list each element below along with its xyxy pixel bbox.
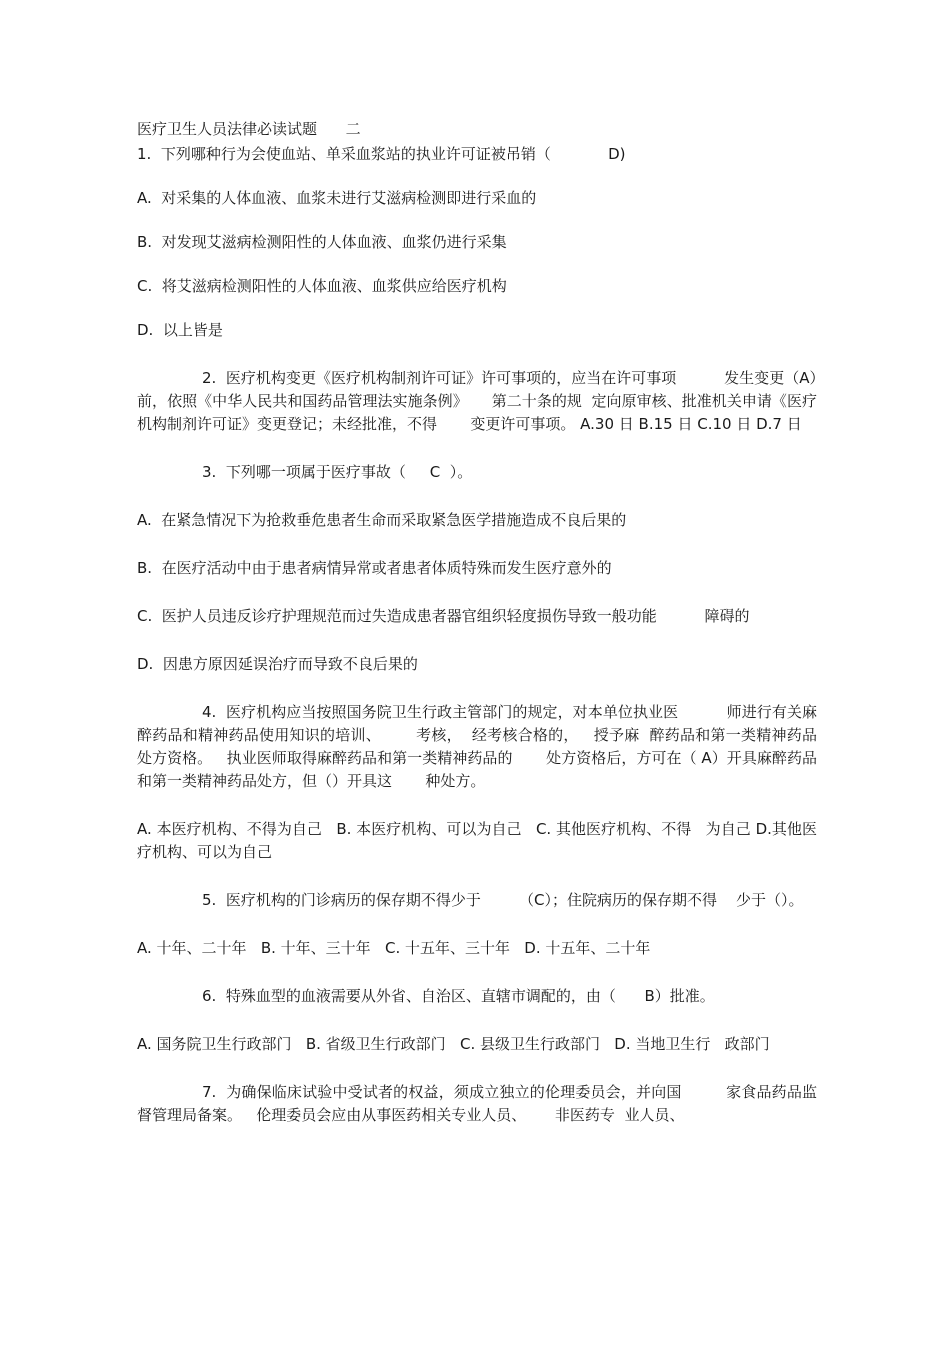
q6-options: A. 国务院卫生行政部门 B. 省级卫生行政部门 C. 县级卫生行政部门 D. 当地卫生行 政部门 <box>137 1035 770 1053</box>
document-title: 医疗卫生人员法律必读试题 二 <box>137 120 361 138</box>
document-page <box>137 118 817 1127</box>
q5-options: A. 十年、二十年 B. 十年、三十年 C. 十五年、三十年 D. 十五年、二十年 <box>137 939 651 957</box>
question-2: 2. 医疗机构变更《医疗机构制剂许可证》许可事项的，应当在许可事项 发生变更（A）前，依照《中华人民共和国药品管理法实施条例》 第二十条的规 定向原审核、批准机关申请《医疗机构制剂许可证》变更登记；未经批准，不得 变更许可事项。 A.30 日 B.15 日 C.10 日 D.7 日 <box>137 369 817 433</box>
question-1: 1. 下列哪种行为会使血站、单采血浆站的执业许可证被吊销（ D) <box>137 145 626 163</box>
q3-option-a: A. 在紧急情况下为抢救垂危患者生命而采取紧急医学措施造成不良后果的 <box>137 511 627 529</box>
q3-option-d: D. 因患方原因延误治疗而导致不良后果的 <box>137 655 418 673</box>
question-4: 4. 医疗机构应当按照国务院卫生行政主管部门的规定，对本单位执业医 师进行有关麻醉药品和精神药品使用知识的培训、 考核， 经考核合格的， 授予麻 醉药品和第一类精神药品处方资格。 执业医师取得麻醉药品和第一类精神药品的 处方资格后，方可在（ A）开具麻醉药品和第一类精神药品处方，但（）开具这 种处方。 <box>137 703 817 790</box>
question-5: 5. 医疗机构的门诊病历的保存期不得少于 （C）；住院病历的保存期不得 少于（）。 <box>202 891 804 909</box>
q1-option-a: A. 对采集的人体血液、血浆未进行艾滋病检测即进行采血的 <box>137 189 537 207</box>
q3-option-b: B. 在医疗活动中由于患者病情异常或者患者体质特殊而发生医疗意外的 <box>137 559 612 577</box>
q1-option-b: B. 对发现艾滋病检测阳性的人体血液、血浆仍进行采集 <box>137 233 507 251</box>
q3-option-c: C. 医护人员违反诊疗护理规范而过失造成患者器官组织轻度损伤导致一般功能 障碍的 <box>137 607 750 625</box>
q1-option-c: C. 将艾滋病检测阳性的人体血液、血浆供应给医疗机构 <box>137 277 507 295</box>
q4-options: A. 本医疗机构、不得为自己 B. 本医疗机构、可以为自己 C. 其他医疗机构、不得 为自己 D.其他医疗机构、可以为自己 <box>137 820 817 861</box>
question-7: 7. 为确保临床试验中受试者的权益，须成立独立的伦理委员会，并向国 家食品药品监督管理局备案。 伦理委员会应由从事医药相关专业人员、 非医药专 业人员、 <box>137 1083 817 1124</box>
question-3: 3. 下列哪一项属于医疗事故（ C ）。 <box>202 463 473 481</box>
q1-option-d: D. 以上皆是 <box>137 321 223 339</box>
question-6: 6. 特殊血型的血液需要从外省、自治区、直辖市调配的，由（ B）批准。 <box>202 987 715 1005</box>
